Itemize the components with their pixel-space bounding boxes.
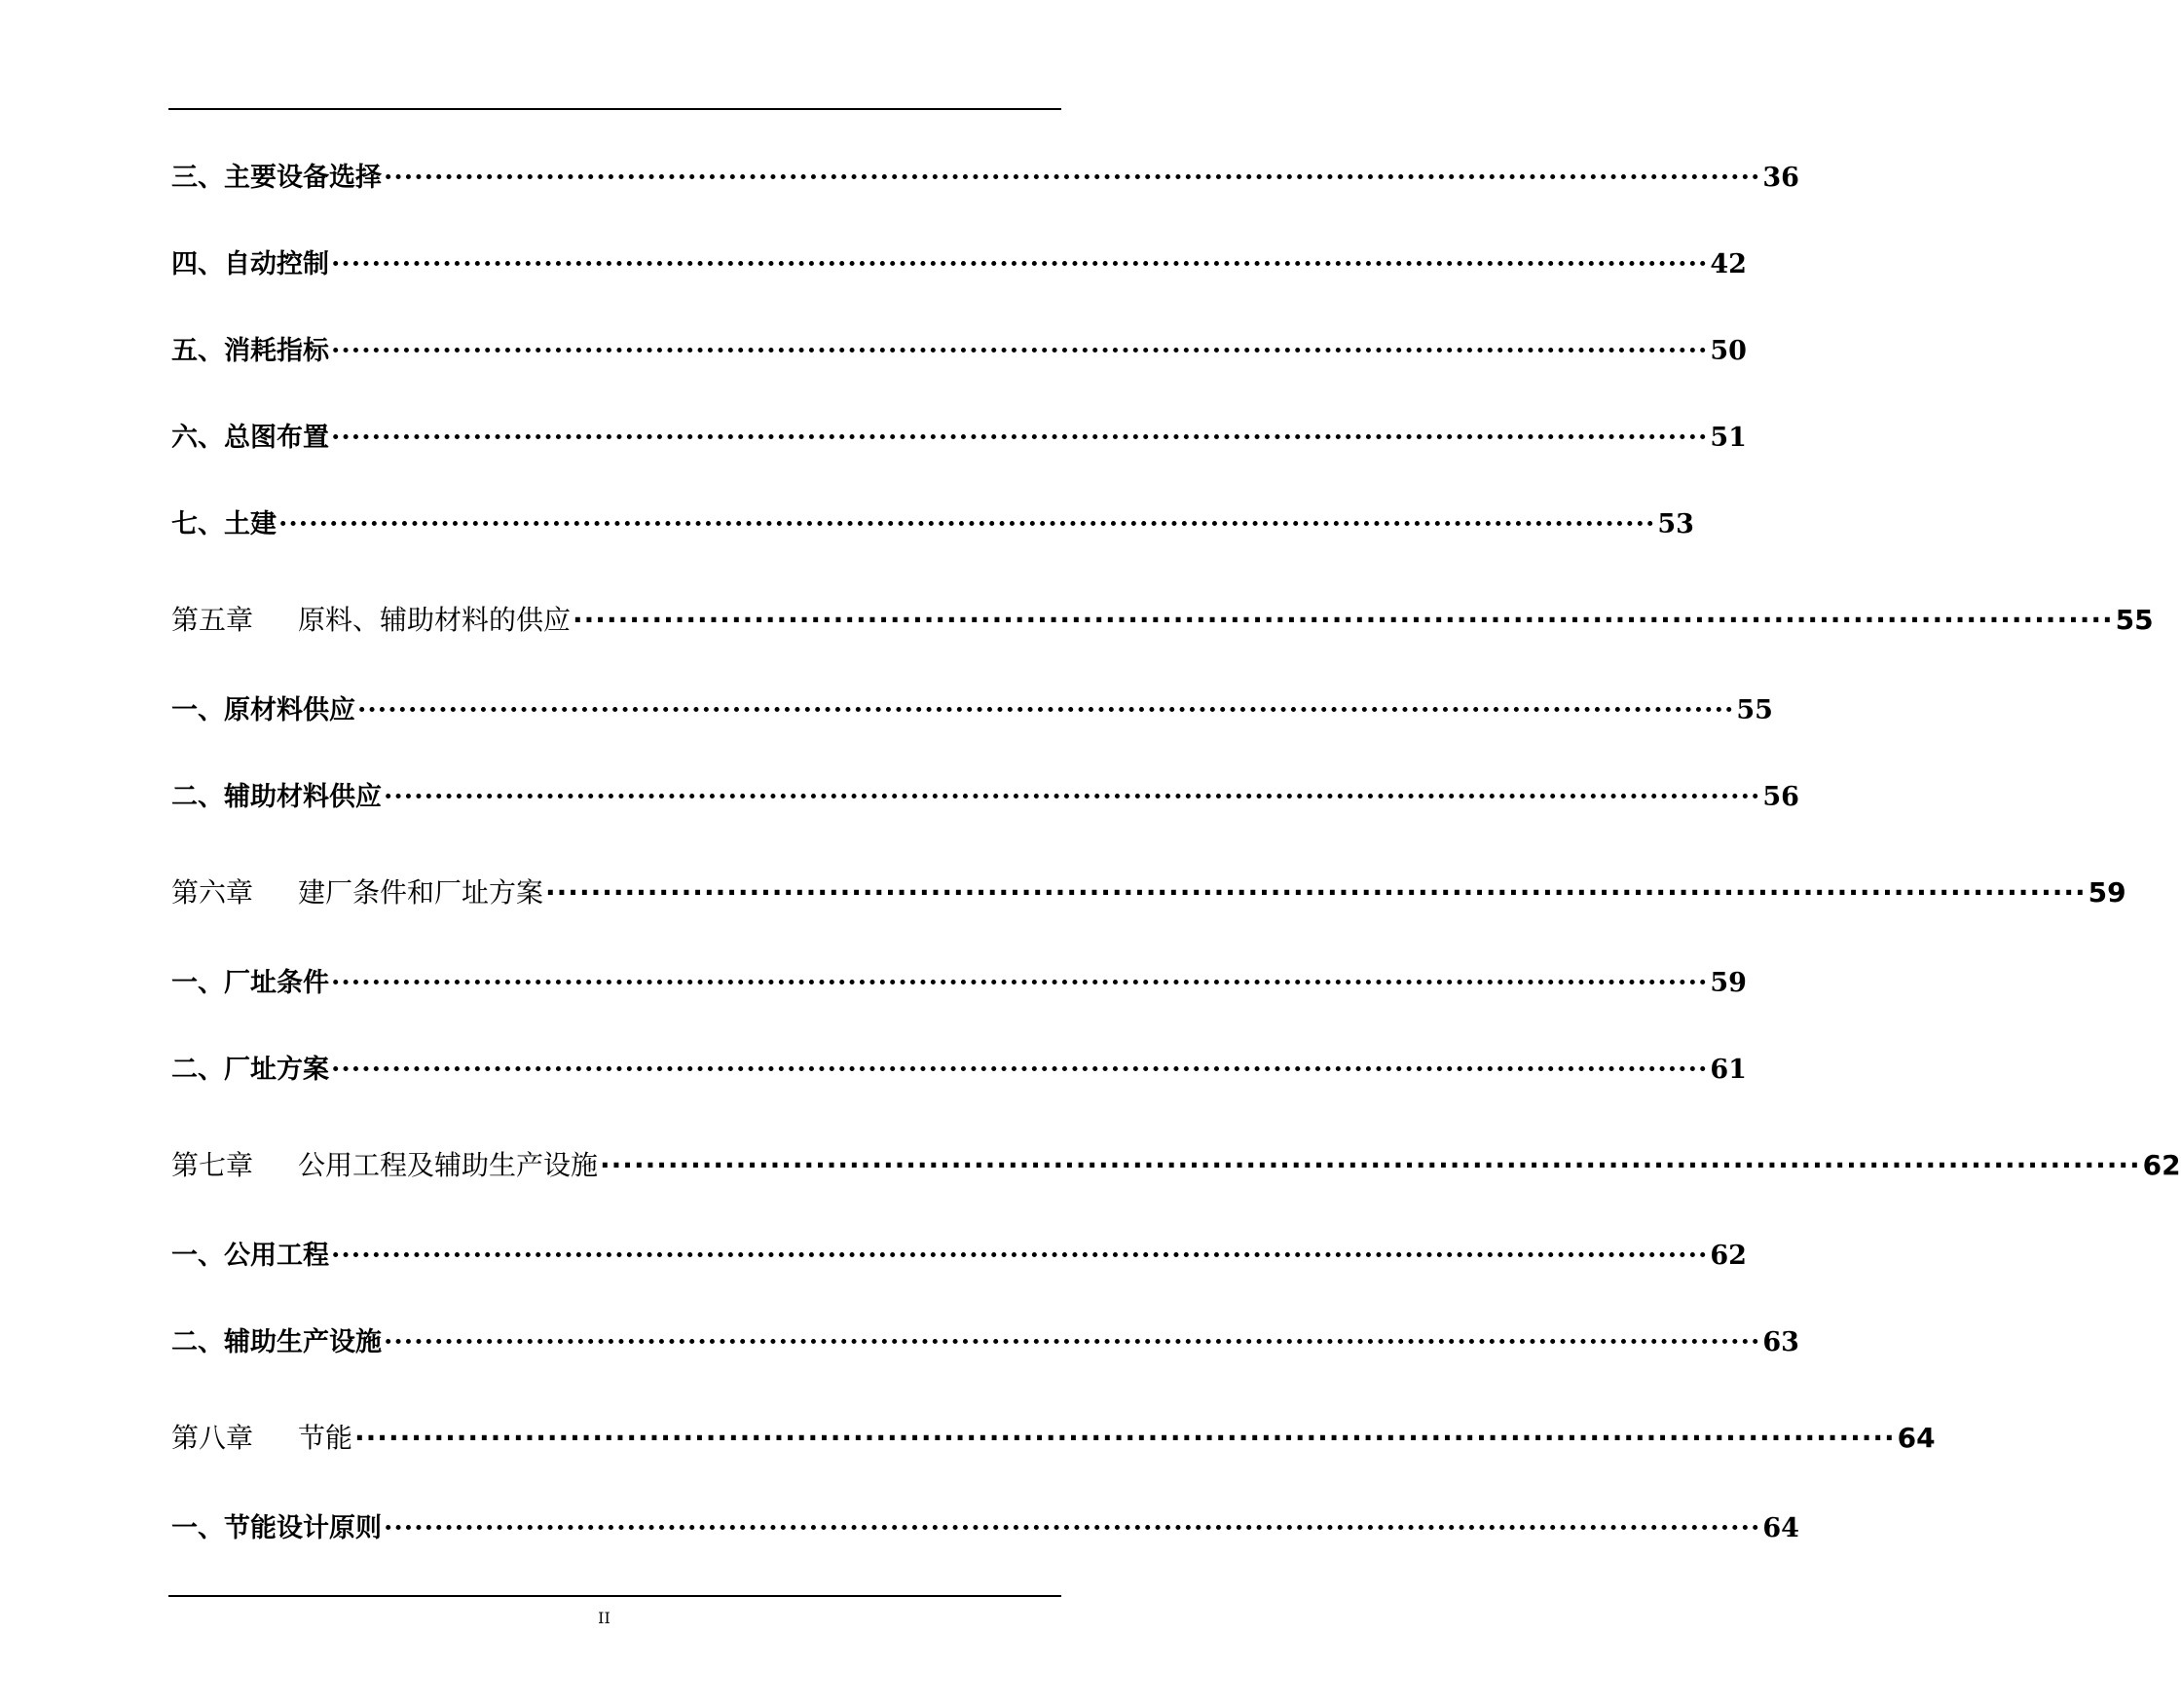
footer-rule	[168, 1595, 1061, 1597]
toc-entry[interactable]	[171, 1048, 1747, 1086]
toc-entry-title: 七、土建	[171, 509, 277, 539]
toc-entry[interactable]	[171, 1234, 1747, 1272]
toc-chapter-entry[interactable]	[171, 1417, 1936, 1456]
toc-chapter-entry[interactable]	[171, 1144, 2181, 1183]
toc-leader-dots: ········································································································································	[384, 163, 1761, 193]
toc-entry-page: 42	[1710, 249, 1747, 279]
toc-leader-dots: ········································································································································	[331, 1055, 1709, 1085]
toc-chapter-number: 第七章	[171, 1149, 254, 1181]
toc-entry-page: 61	[1710, 1055, 1747, 1085]
toc-entry[interactable]	[171, 688, 1773, 726]
toc-entry-page: 56	[1762, 782, 1799, 812]
toc-leader-dots: ········································································································································	[384, 782, 1761, 812]
toc-chapter-entry[interactable]	[171, 872, 2126, 910]
toc-entry-title: 三、主要设备选择	[171, 163, 382, 193]
toc-entry[interactable]	[171, 1506, 1799, 1544]
toc-leader-dots: ········································································································································	[357, 695, 1735, 725]
toc-entry-title: 六、总图布置	[171, 423, 329, 453]
toc-entry-title: 五、消耗指标	[171, 336, 329, 366]
toc-entry-page: 51	[1710, 423, 1747, 453]
toc-entry-title: 一、节能设计原则	[171, 1513, 382, 1543]
toc-entry-page: 63	[1762, 1327, 1799, 1357]
toc-leader-dots: ········································································································································	[600, 1149, 2141, 1181]
toc-leader-dots: ········································································································································	[331, 336, 1709, 366]
toc-leader-dots: ········································································································································	[331, 423, 1709, 453]
toc-entry-title: 四、自动控制	[171, 249, 329, 279]
toc-entry-title: 一、厂址条件	[171, 968, 329, 998]
toc-entry-title: 二、辅助材料供应	[171, 782, 382, 812]
toc-leader-dots: ········································································································································	[573, 604, 2114, 636]
toc-chapter-entry[interactable]	[171, 599, 2154, 638]
toc-entry-title: 一、公用工程	[171, 1241, 329, 1271]
toc-entry-page: 50	[1710, 336, 1747, 366]
toc-leader-dots: ········································································································································	[384, 1513, 1761, 1543]
toc-leader-dots: ········································································································································	[545, 876, 2087, 909]
toc-chapter-page: 64	[1897, 1422, 1936, 1454]
toc-chapter-title: 原料、辅助材料的供应	[298, 604, 572, 636]
toc-entry-page: 62	[1710, 1241, 1747, 1271]
toc-entry[interactable]	[171, 416, 1747, 454]
toc-entry-title: 二、厂址方案	[171, 1055, 329, 1085]
footer-page-number: II	[598, 1609, 610, 1627]
toc-entry-page: 55	[1736, 695, 1773, 725]
toc-entry[interactable]	[171, 156, 1799, 194]
toc-entry-title: 二、辅助生产设施	[171, 1327, 382, 1357]
toc-chapter-title: 建厂条件和厂址方案	[298, 876, 544, 909]
toc-entry[interactable]	[171, 329, 1747, 367]
toc-entry-page: 64	[1762, 1513, 1799, 1543]
toc-entry-title: 一、原材料供应	[171, 695, 355, 725]
header-rule	[168, 108, 1061, 110]
toc-leader-dots: ········································································································································	[278, 509, 1656, 539]
toc-entry[interactable]	[171, 242, 1747, 280]
toc-chapter-number: 第八章	[171, 1422, 254, 1454]
toc-chapter-page: 59	[2088, 876, 2126, 909]
toc-entry-page: 53	[1657, 509, 1694, 539]
toc-chapter-title: 节能	[298, 1422, 353, 1454]
toc-entry[interactable]	[171, 961, 1747, 999]
toc-leader-dots: ········································································································································	[384, 1327, 1761, 1357]
toc-chapter-page: 62	[2142, 1149, 2181, 1181]
toc-chapter-title: 公用工程及辅助生产设施	[298, 1149, 599, 1181]
toc-chapter-number: 第六章	[171, 876, 254, 909]
toc-leader-dots: ········································································································································	[331, 968, 1709, 998]
toc-leader-dots: ········································································································································	[331, 249, 1709, 279]
toc-leader-dots: ········································································································································	[354, 1422, 1896, 1454]
toc-entry-page: 36	[1762, 163, 1799, 193]
toc-entry[interactable]	[171, 502, 1694, 540]
toc-entry-page: 59	[1710, 968, 1747, 998]
toc-entry[interactable]	[171, 1320, 1799, 1358]
toc-chapter-page: 55	[2115, 604, 2154, 636]
toc-chapter-number: 第五章	[171, 604, 254, 636]
toc-entry[interactable]	[171, 775, 1799, 813]
toc-leader-dots: ········································································································································	[331, 1241, 1709, 1271]
